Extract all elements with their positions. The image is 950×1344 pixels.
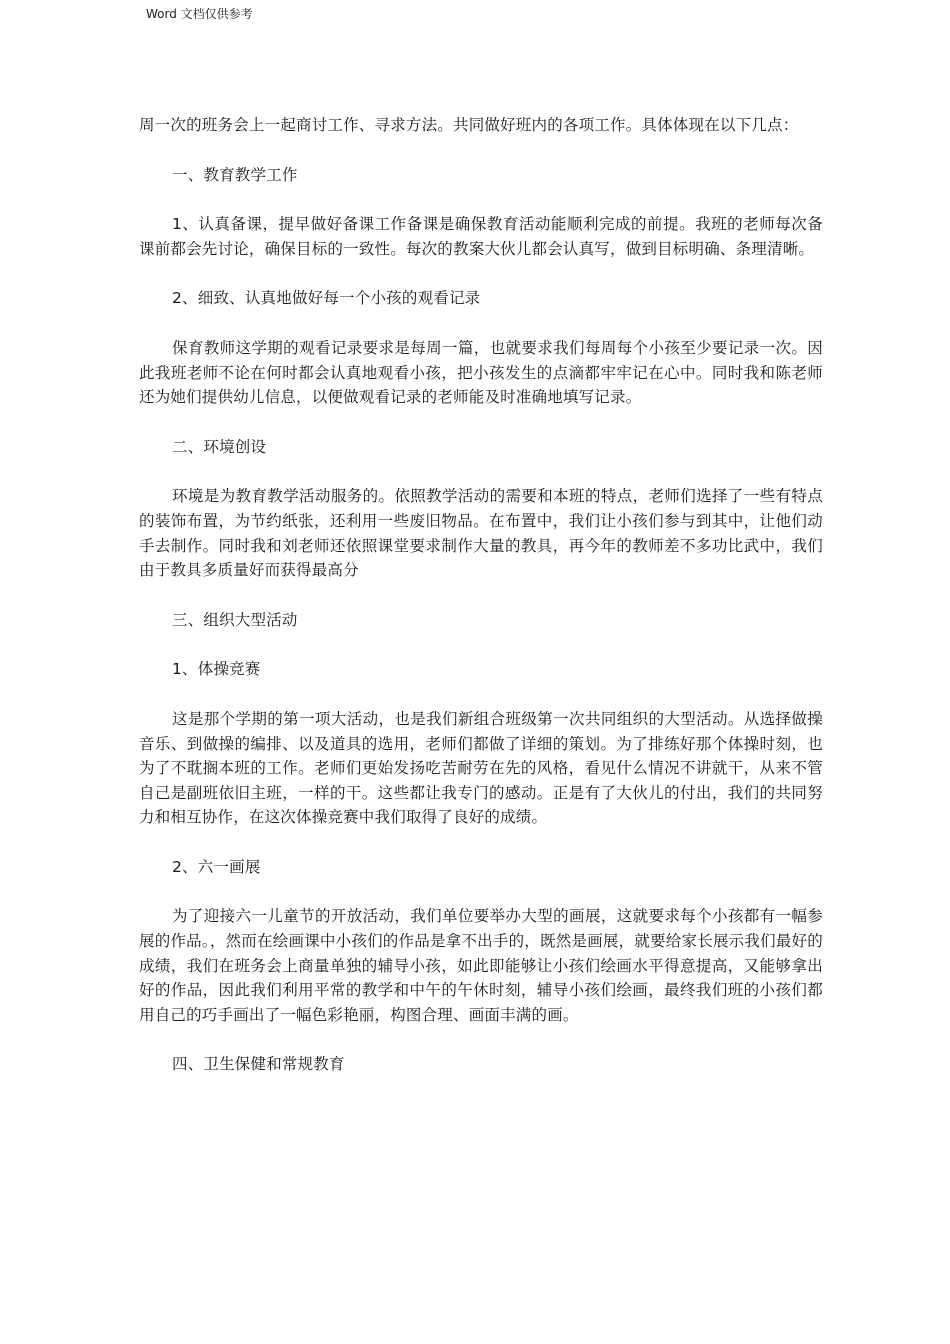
header-note: Word 文档仅供参考 [146, 7, 253, 21]
paragraph-intro: 周一次的班务会上一起商讨工作、寻求方法。共同做好班内的各项工作。具体体现在以下几点： [139, 116, 799, 134]
heading-activities: 三、组织大型活动 [172, 610, 298, 629]
subheading-observation: 2、细致、认真地做好每一个小孩的观看记录 [172, 289, 481, 308]
subheading-gymnastics: 1、体操竞赛 [172, 660, 261, 679]
subheading-art-exhibit: 2、六一画展 [172, 857, 261, 876]
heading-health: 四、卫生保健和常规教育 [172, 1055, 345, 1074]
heading-environment: 二、环境创设 [172, 437, 267, 456]
document-body [139, 113, 823, 1077]
paragraph-environment: 环境是为教育教学活动服务的。依照教学活动的需要和本班的特点，老师们选择了一些有特点的装饰布置，为节约纸张，还利用一些废旧物品。在布置中，我们让小孩们参与到其中，让他们动手去制作。同时我和刘老师还依照课堂要求制作大量的教具，再今年的教师差不多功比武中，我们由于教具多质量好而获得最高分 [139, 487, 823, 580]
paragraph-lesson-prep: 1、认真备课，提早做好备课工作备课是确保教育活动能顺利完成的前提。我班的老师每次备课前都会先讨论，确保目标的一致性。每次的教案大伙儿都会认真写，做到目标明确、条理清晰。 [139, 215, 823, 258]
paragraph-art-exhibit: 为了迎接六一儿童节的开放活动，我们单位要举办大型的画展，这就要求每个小孩都有一幅参展的作品。，然而在绘画课中小孩们的作品是拿不出手的，既然是画展，就要给家长展示我们最好的成绩，我们在班务会上商量单独的辅导小孩，如此即能够让小孩们绘画水平得意提高，又能够拿出好的作品，因此我们利用平常的教学和中午的午休时刻，辅导小孩们绘画，最终我们班的小孩们都用自己的巧手画出了一幅色彩艳丽，构图合理、画面丰满的画。 [139, 907, 823, 1024]
heading-teaching: 一、教育教学工作 [172, 165, 298, 184]
paragraph-gymnastics: 这是那个学期的第一项大活动，也是我们新组合班级第一次共同组织的大型活动。从选择做操音乐、到做操的编排、以及道具的选用，老师们都做了详细的策划。为了排练好那个体操时刻，也为了不耽搁本班的工作。老师们更始发扬吃苦耐劳在先的风格，看见什么情况不讲就干，从来不管自己是副班依旧主班，一样的干。这些都让我专门的感动。正是有了大伙儿的付出，我们的共同努力和相互协作，在这次体操竞赛中我们取得了良好的成绩。 [139, 709, 823, 827]
paragraph-observation: 保育教师这学期的观看记录要求是每周一篇，也就要求我们每周每个小孩至少要记录一次。因此我班老师不论在何时都会认真地观看小孩，把小孩发生的点滴都牢牢记在心中。同时我和陈老师还为她们提供幼儿信息，以便做观看记录的老师能及时准确地填写记录。 [139, 338, 823, 407]
